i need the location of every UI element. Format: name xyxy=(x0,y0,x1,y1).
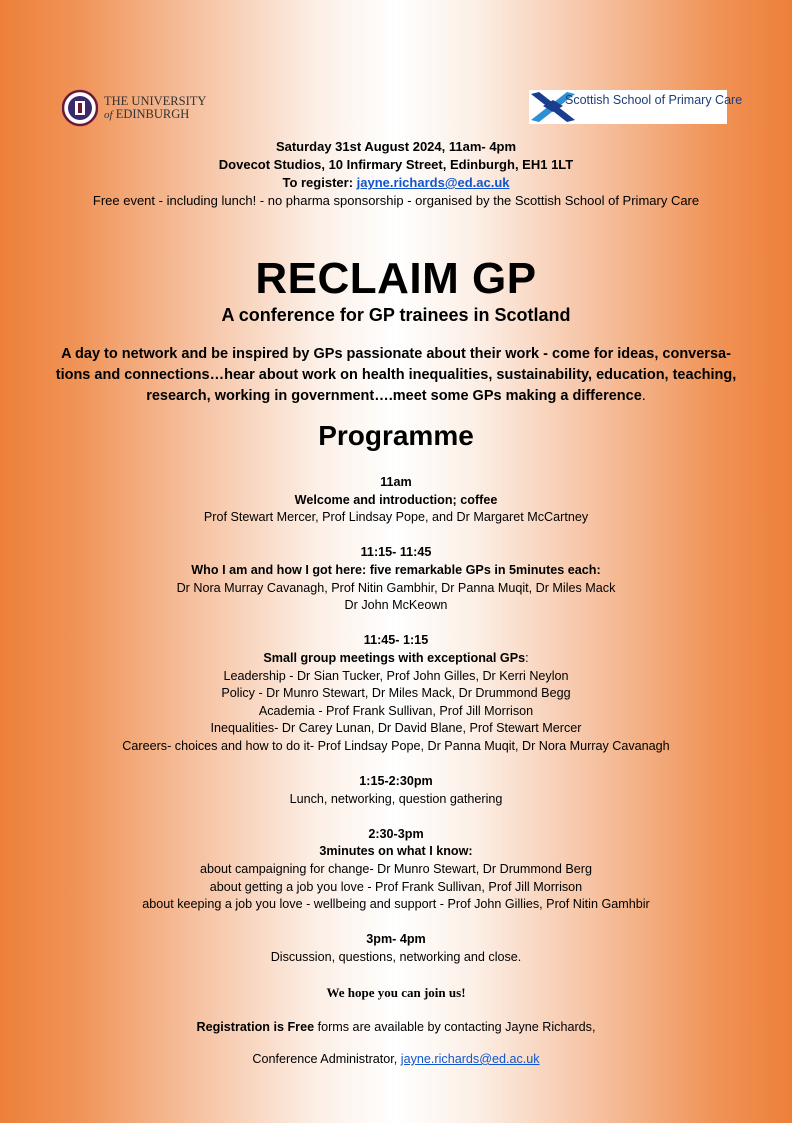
schedule-time: 11:15- 11:45 xyxy=(360,545,432,560)
page-subtitle: A conference for GP trainees in Scotland xyxy=(221,305,571,325)
page-title: RECLAIM GP xyxy=(255,254,537,303)
registration-rest: forms are available by contacting Jayne Richards, xyxy=(314,1020,596,1035)
schedule-line: Dr Nora Murray Cavanagh, Prof Nitin Gambhir, Dr Panna Muqit, Dr Miles Mack xyxy=(176,580,616,595)
schedule-item xyxy=(0,773,792,808)
schedule-item xyxy=(0,544,792,614)
event-date-time: Saturday 31st August 2024, 11am- 4pm xyxy=(275,139,517,154)
register-email-link[interactable]: jayne.richards@ed.ac.uk xyxy=(356,175,510,190)
programme-heading: Programme xyxy=(318,420,474,451)
intro-line: A day to network and be inspired by GPs passionate about their work - come for ideas, conversa- xyxy=(61,346,731,362)
schedule-item xyxy=(0,826,792,914)
event-note: Free event - including lunch! - no pharma sponsorship - organised by the Scottish School of Primary Care xyxy=(92,193,700,208)
intro-line: tions and connections…hear about work on health inequalities, sustainability, education, teaching, xyxy=(55,367,737,383)
schedule-time: 1:15-2:30pm xyxy=(359,774,433,789)
sspc-name: Scottish School of Primary Care xyxy=(565,93,743,107)
university-name-line2: EDINBURGH xyxy=(115,106,190,121)
registration-free: Registration is Free xyxy=(196,1020,315,1035)
admin-label: Conference Administrator, xyxy=(252,1052,401,1066)
intro-paragraph xyxy=(52,344,740,407)
schedule-time: 11am xyxy=(380,475,412,489)
schedule-time: 11:45- 1:15 xyxy=(363,633,429,648)
schedule-title-suffix: : xyxy=(525,650,529,665)
university-name-line1: THE UNIVERSITY xyxy=(104,93,207,108)
intro-line: research, working in government….meet some GPs making a difference xyxy=(146,388,642,404)
schedule-line: Lunch, networking, question gathering xyxy=(289,791,503,806)
schedule-line: Dr John McKeown xyxy=(344,598,448,613)
schedule-item xyxy=(0,474,792,527)
schedule-title: Welcome and introduction; coffee xyxy=(294,492,498,507)
schedule-title: 3minutes on what I know: xyxy=(319,844,473,859)
admin-email-link[interactable]: jayne.richards@ed.ac.uk xyxy=(400,1052,540,1066)
schedule-line: Leadership - Dr Sian Tucker, Prof John Gilles, Dr Kerri Neylon xyxy=(223,668,569,683)
schedule-item xyxy=(0,931,792,966)
schedule-time: 2:30-3pm xyxy=(368,826,424,841)
schedule-title: Small group meetings with exceptional GPs xyxy=(263,650,526,665)
schedule-line: Academia - Prof Frank Sullivan, Prof Jill Morrison xyxy=(258,703,534,718)
schedule-line: Inequalities- Dr Carey Lunan, Dr David Blane, Prof Stewart Mercer xyxy=(210,721,582,736)
schedule-line: Careers- choices and how to do it- Prof Lindsay Pope, Dr Panna Muqit, Dr Nora Murray Cavanagh xyxy=(122,738,670,753)
schedule-title: Who I am and how I got here: five remarkable GPs in 5minutes each: xyxy=(191,562,601,577)
university-of-edinburgh-logo xyxy=(62,88,232,128)
admin-line xyxy=(0,1051,792,1069)
sspc-logo xyxy=(529,90,743,124)
event-info xyxy=(0,138,792,210)
university-crest-icon xyxy=(62,88,98,128)
registration-line xyxy=(0,1019,792,1037)
schedule-line: Discussion, questions, networking and close. xyxy=(270,950,522,965)
programme-schedule xyxy=(0,474,792,1069)
closing-hope: We hope you can join us! xyxy=(326,985,466,1001)
intro-period: . xyxy=(641,388,646,404)
schedule-line: about getting a job you love - Prof Frank Sullivan, Prof Jill Morrison xyxy=(209,879,583,894)
register-label: To register: xyxy=(282,175,354,190)
schedule-item xyxy=(0,632,792,755)
schedule-line: Prof Stewart Mercer, Prof Lindsay Pope, and Dr Margaret McCartney xyxy=(203,510,589,525)
university-name-of: of xyxy=(104,108,113,121)
schedule-time: 3pm- 4pm xyxy=(366,932,426,947)
schedule-line: about keeping a job you love - wellbeing and support - Prof John Gillies, Prof Nitin Gamhbir xyxy=(142,897,650,912)
event-venue: Dovecot Studios, 10 Infirmary Street, Edinburgh, EH1 1LT xyxy=(218,157,574,172)
schedule-line: about campaigning for change- Dr Munro Stewart, Dr Drummond Berg xyxy=(200,862,592,877)
schedule-line: Policy - Dr Munro Stewart, Dr Miles Mack, Dr Drummond Begg xyxy=(221,686,571,701)
